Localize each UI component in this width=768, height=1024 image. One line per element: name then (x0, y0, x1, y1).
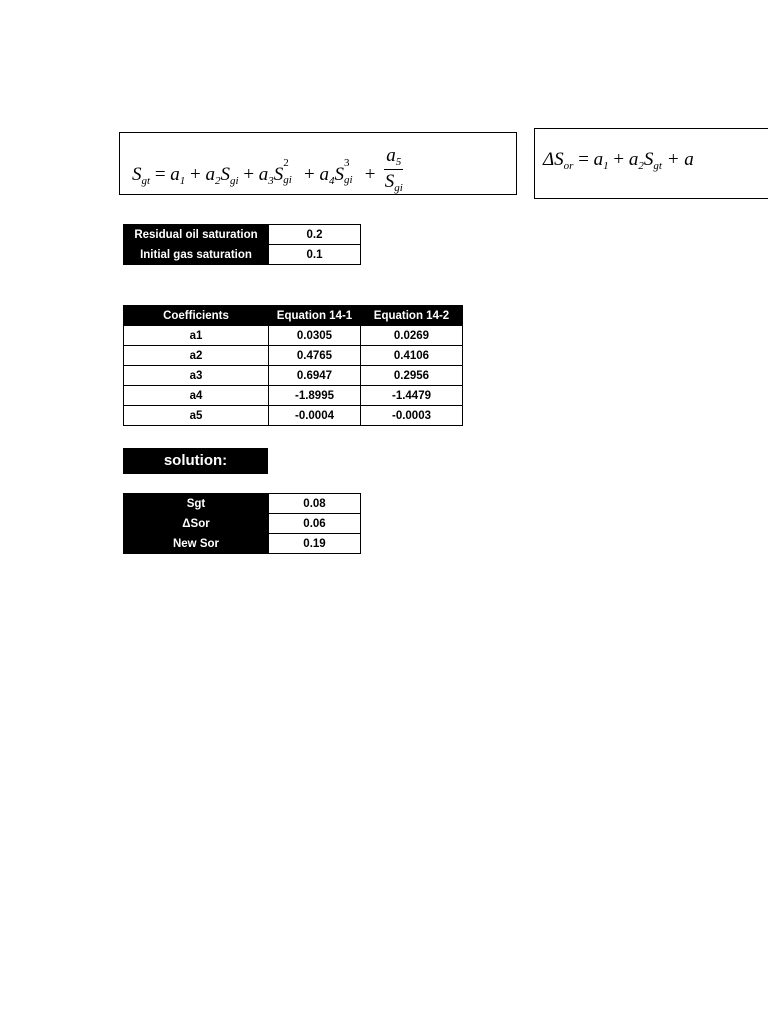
eq1-lhs: S (132, 163, 142, 185)
eq1-s4-sub: gi (344, 173, 353, 186)
eq1-a1: a (170, 163, 180, 185)
results-table (123, 493, 361, 554)
table-row (124, 514, 361, 534)
input-parameters-table (123, 224, 361, 265)
eq1-frac-num-a: a (386, 145, 396, 166)
eq1-s3: S (273, 163, 284, 185)
eq2-lhs-sub: or (563, 160, 574, 172)
eq1-s3-supsub (283, 156, 299, 186)
eq2-a1: a (593, 149, 604, 170)
eq1-a4-sub: 4 (329, 174, 335, 187)
eq1-s2: S (220, 163, 230, 185)
equation-14-1 (119, 132, 517, 195)
coef-value-cell[interactable]: -1.8995 (269, 386, 361, 406)
coef-value-cell[interactable]: 0.2956 (361, 366, 463, 386)
column-header-eq-14-2: Equation 14-2 (361, 306, 463, 326)
eq1-lhs-sub: gt (141, 174, 151, 187)
coef-name-cell: a4 (124, 386, 269, 406)
eq1-a1-sub: 1 (179, 174, 186, 187)
table-row (124, 366, 463, 386)
result-value-sgt[interactable]: 0.08 (269, 494, 361, 514)
eq1-a3: a (258, 163, 269, 185)
eq2-a2-sub: 2 (638, 160, 644, 172)
eq1-a4: a (319, 163, 329, 185)
eq1-s2-sub: gi (230, 174, 239, 187)
table-row (124, 406, 463, 426)
solution-heading: solution: (123, 448, 268, 474)
table-header-row (124, 306, 463, 326)
eq1-s4: S (334, 163, 344, 185)
column-header-coefficients: Coefficients (124, 306, 269, 326)
coef-value-cell[interactable]: -0.0004 (269, 406, 361, 426)
result-value-new-sor[interactable]: 0.19 (269, 534, 361, 554)
result-label-new-sor: New Sor (124, 534, 269, 554)
result-value-delta-sor[interactable]: 0.06 (269, 514, 361, 534)
eq1-s4-supsub (344, 156, 360, 186)
result-label-delta-sor: ΔSor (124, 514, 269, 534)
eq1-frac-num-sub: 5 (395, 156, 402, 168)
eq1-fraction (384, 145, 403, 194)
eq1-plus: + (304, 163, 315, 185)
coef-name-cell: a3 (124, 366, 269, 386)
result-label-sgt: Sgt (124, 494, 269, 514)
eq2-s2: S (643, 149, 654, 170)
eq1-a2: a (205, 163, 215, 185)
eq2-tail: + a (666, 149, 694, 170)
coefficients-table (123, 305, 463, 426)
eq1-s3-sup: 2 (283, 156, 289, 169)
table-row (124, 245, 361, 265)
table-row (124, 386, 463, 406)
eq1-plus: + (364, 163, 376, 185)
coef-name-cell: a1 (124, 326, 269, 346)
coef-name-cell: a5 (124, 406, 269, 426)
eq1-a2-sub: 2 (215, 174, 221, 187)
table-row (124, 494, 361, 514)
column-header-eq-14-1: Equation 14-1 (269, 306, 361, 326)
eq1-a3-sub: 3 (268, 174, 274, 187)
eq2-s2-sub: gt (653, 160, 662, 172)
table-row (124, 534, 361, 554)
coef-value-cell[interactable]: 0.0269 (361, 326, 463, 346)
coef-value-cell[interactable]: 0.4765 (269, 346, 361, 366)
eq2-a2: a (628, 149, 639, 170)
param-label-initial-gas: Initial gas saturation (124, 245, 269, 265)
coef-value-cell[interactable]: -0.0003 (361, 406, 463, 426)
equation-14-2 (534, 128, 768, 199)
eq1-frac-den (384, 170, 403, 194)
eq1-frac-den-sub: gi (394, 182, 403, 194)
coef-value-cell[interactable]: 0.6947 (269, 366, 361, 386)
coef-value-cell[interactable]: 0.0305 (269, 326, 361, 346)
eq1-frac-den-s: S (384, 171, 395, 192)
eq1-frac-num (384, 145, 403, 170)
table-row (124, 326, 463, 346)
table-row (124, 346, 463, 366)
eq2-equals: = (578, 149, 589, 170)
eq2-lhs: ΔS (543, 149, 564, 170)
param-value-initial-gas[interactable]: 0.1 (269, 245, 361, 265)
eq2-a1-sub: 1 (603, 160, 609, 172)
table-row (124, 225, 361, 245)
param-value-residual-oil[interactable]: 0.2 (269, 225, 361, 245)
coef-name-cell: a2 (124, 346, 269, 366)
eq1-plus: + (243, 163, 255, 185)
eq2-plus: + (613, 149, 625, 170)
eq1-plus: + (190, 163, 201, 185)
eq1-s3-sub: gi (283, 173, 292, 186)
coef-value-cell[interactable]: 0.4106 (361, 346, 463, 366)
param-label-residual-oil: Residual oil saturation (124, 225, 269, 245)
coef-value-cell[interactable]: -1.4479 (361, 386, 463, 406)
eq1-equals: = (154, 163, 166, 185)
eq1-s4-sup: 3 (344, 156, 350, 169)
